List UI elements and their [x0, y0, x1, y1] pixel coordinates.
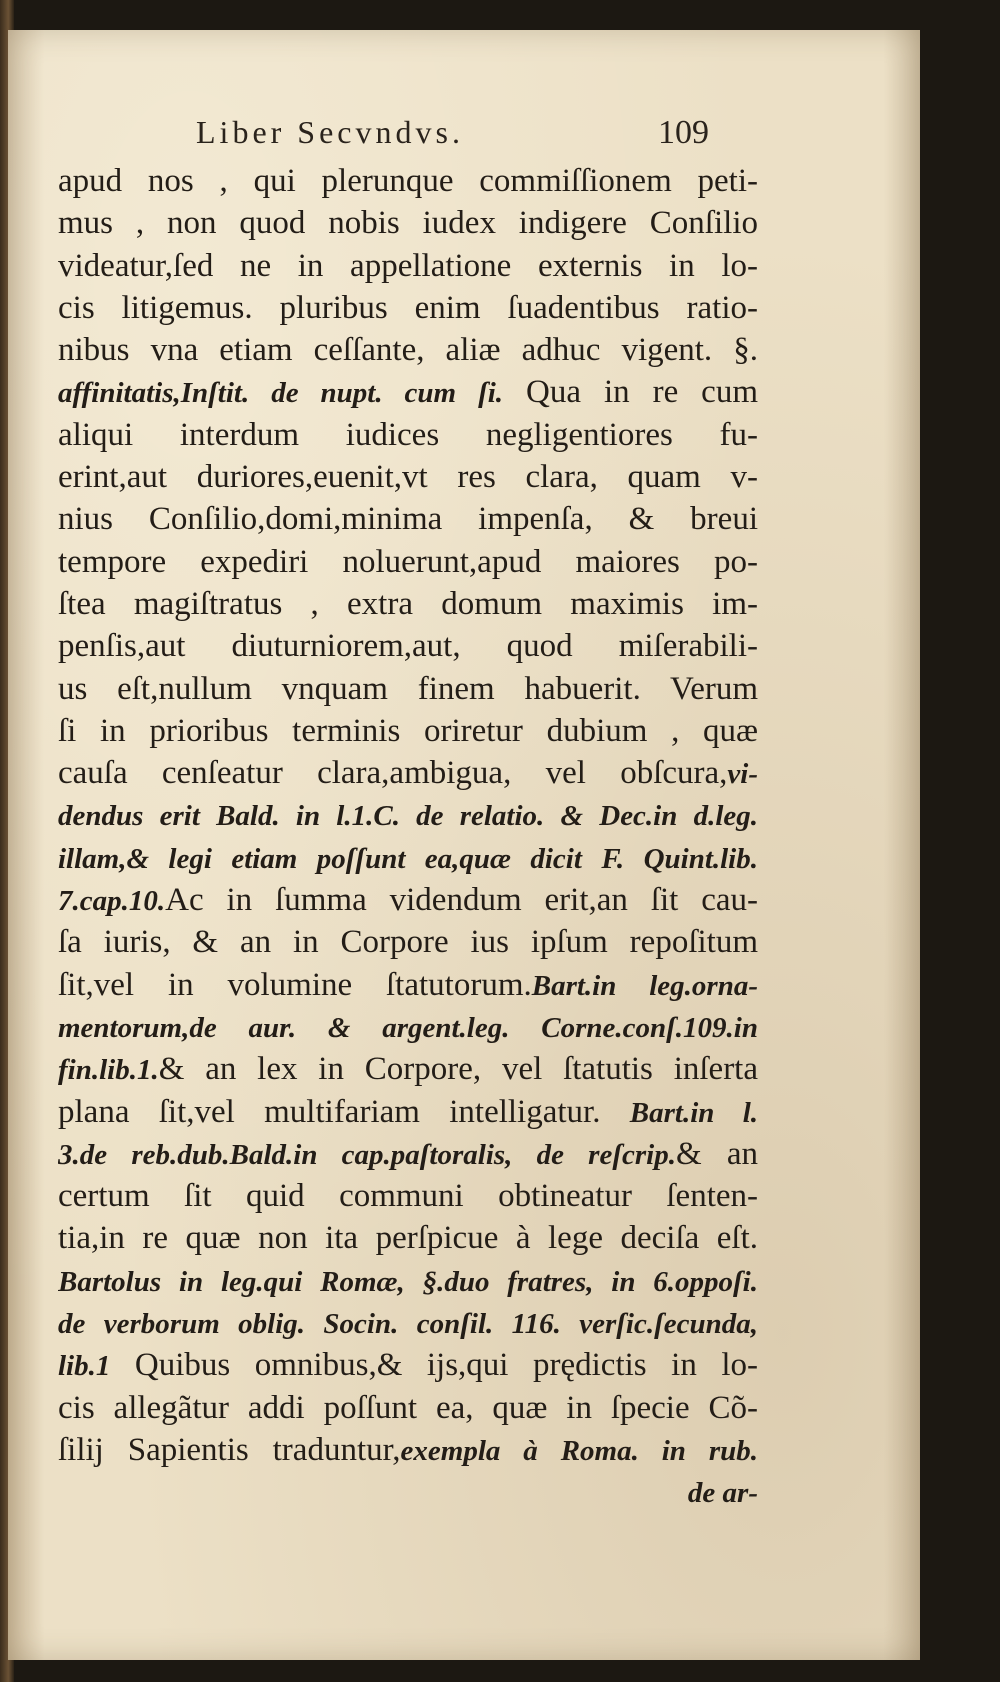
body-text-segment: ſit,vel in volumine ſtatutorum. — [58, 966, 532, 1003]
body-text-segment: Quibus omnibus,& ijs,qui prędictis in lo- — [110, 1347, 758, 1384]
citation-text: vi- — [727, 758, 758, 791]
text-line — [58, 1133, 758, 1175]
citation-text: dendus erit Bald. in l.1.C. de relatio. & Dec.in d.leg. — [58, 800, 758, 833]
text-line — [58, 160, 758, 202]
body-text-segment: ſilij Sapientis traduntur, — [58, 1431, 401, 1468]
citation-text: lib.1 — [58, 1350, 111, 1383]
text-line — [58, 456, 758, 498]
body-text-segment: tempore expediri noluerunt,apud maiores po- — [58, 543, 758, 580]
text-line — [58, 1471, 758, 1513]
text-line — [58, 1302, 758, 1344]
body-text-segment: ſtea magiſtratus , extra domum maximis im- — [58, 585, 758, 622]
body-text-segment: penſis,aut diuturniorem,aut, quod miſerabili- — [58, 628, 758, 665]
text-line — [58, 1387, 758, 1429]
citation-text: 3.de reb.dub.Bald.in cap.paſtoralis, de reſcrip. — [58, 1138, 676, 1171]
body-text-segment: & an lex in Corpore, vel ſtatutis inſerta — [158, 1051, 758, 1088]
book-page — [8, 30, 920, 1660]
body-text-segment: aliqui interdum iudices negligentiores fu- — [58, 416, 758, 453]
text-line — [58, 1217, 758, 1259]
text-line — [58, 879, 758, 921]
body-text-segment: nibus vna etiam ceſſante, aliæ adhuc vigent. §. — [58, 332, 758, 369]
text-line — [58, 794, 758, 836]
text-line — [58, 1048, 758, 1090]
text-line — [58, 921, 758, 963]
text-line — [58, 371, 758, 413]
body-text — [58, 160, 758, 1514]
citation-text: Bart.in l. — [629, 1096, 758, 1129]
body-text-segment: us eſt,nullum vnquam finem habuerit. Verum — [58, 670, 758, 707]
body-text-segment: certum ſit quid communi obtineatur ſenten- — [58, 1178, 758, 1215]
running-head-title: Liber Secvndvs. — [196, 114, 464, 150]
body-text-segment: Qua in re cum — [503, 374, 758, 411]
citation-text: de verborum oblig. Socin. conſil. 116. verſic.ſecunda, — [58, 1308, 758, 1341]
body-text-segment: cauſa cenſeatur clara,ambigua, vel obſcura, — [58, 755, 728, 792]
text-line — [58, 583, 758, 625]
body-text-segment: tia,in re quæ non ita perſpicue à lege deciſa eſt. — [58, 1220, 758, 1257]
citation-text: affinitatis,Inſtit. de nupt. cum ſi. — [58, 377, 504, 410]
citation-text: Bartolus in leg.qui Romæ, §.duo fratres, in 6.oppoſi. — [58, 1265, 758, 1298]
body-text-segment: cis litigemus. pluribus enim ſuadentibus ratio- — [58, 289, 758, 326]
text-line — [58, 1006, 758, 1048]
running-head — [8, 114, 920, 164]
citation-text: fin.lib.1. — [58, 1054, 159, 1087]
text-line — [58, 245, 758, 287]
body-text-segment: & an — [675, 1135, 758, 1172]
citation-text: 7.cap.10. — [58, 885, 166, 918]
text-line — [58, 1260, 758, 1302]
text-line — [58, 414, 758, 456]
text-line — [58, 1344, 758, 1386]
page-number: 109 — [658, 114, 709, 151]
text-line — [58, 1429, 758, 1471]
body-text-segment: erint,aut duriores,euenit,vt res clara, quam v- — [58, 459, 758, 496]
text-line — [58, 1175, 758, 1217]
body-text-segment: ſa iuris, & an in Corpore ius ipſum repoſitum — [58, 924, 758, 961]
text-line — [58, 202, 758, 244]
citation-text: illam,& legi etiam poſſunt ea,quæ dicit F. Quint.lib. — [58, 842, 758, 875]
citation-text: Bart.in leg.orna- — [531, 969, 758, 1002]
body-text-segment: ſi in prioribus terminis oriretur dubium , quæ — [58, 712, 758, 749]
text-line — [58, 964, 758, 1006]
body-text-segment: apud nos , qui plerunque commiſſionem peti- — [58, 163, 758, 199]
text-line — [58, 837, 758, 879]
body-text-segment: cis allegãtur addi poſſunt ea, quæ in ſpecie Cõ- — [58, 1389, 758, 1426]
body-text-segment: nius Conſilio,domi,minima impenſa, & breui — [58, 501, 758, 538]
body-text-segment: Ac in ſumma videndum erit,an ſit cau- — [165, 882, 758, 919]
body-text-segment: videatur,ſed ne in appellatione externis in lo- — [58, 247, 758, 284]
text-line — [58, 752, 758, 794]
text-line — [58, 668, 758, 710]
text-line — [58, 710, 758, 752]
citation-text: mentorum,de aur. & argent.leg. Corne.conſ.109.in — [58, 1011, 758, 1044]
text-line — [58, 541, 758, 583]
body-text-segment: plana ſit,vel multifariam intelligatur. — [58, 1093, 630, 1130]
text-line — [58, 329, 758, 371]
text-line — [58, 498, 758, 540]
citation-text: de ar- — [687, 1477, 758, 1510]
body-text-segment: mus , non quod nobis iudex indigere Conſilio — [58, 205, 758, 242]
text-line — [58, 1091, 758, 1133]
text-line — [58, 625, 758, 667]
text-line — [58, 287, 758, 329]
citation-text: exempla à Roma. in rub. — [400, 1434, 758, 1467]
